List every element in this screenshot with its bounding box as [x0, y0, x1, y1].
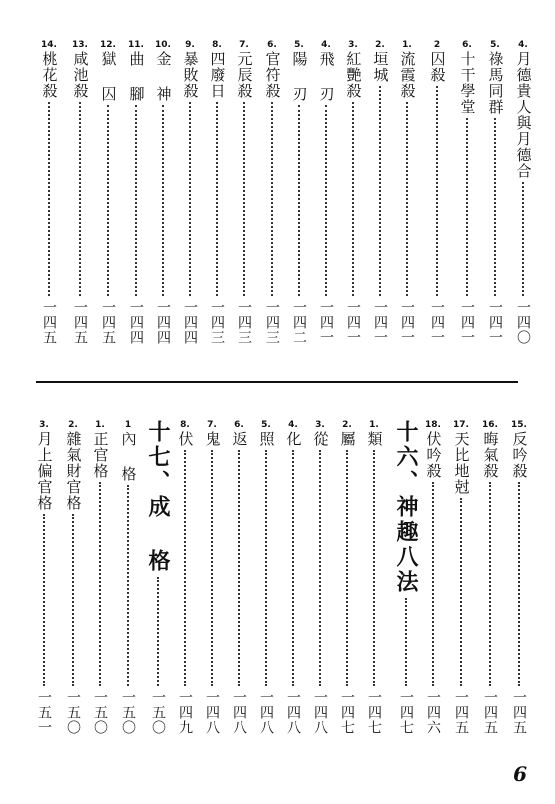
entry-title: 雜氣財官格 — [64, 431, 83, 511]
entry-number: 8. — [180, 420, 190, 430]
toc-entry — [69, 40, 91, 345]
entry-number: 7. — [207, 420, 217, 430]
entry-title: 囚殺 — [428, 51, 447, 83]
entry-number: 16. — [482, 420, 498, 430]
entry-page: 一四五 — [72, 300, 88, 345]
entry-title: 反吟殺 — [510, 431, 529, 479]
entry-page: 一四五 — [100, 300, 116, 345]
dot-leader — [298, 105, 300, 296]
entry-number: 1. — [369, 420, 379, 430]
entry-page: 一四〇 — [515, 300, 531, 345]
toc-entry — [38, 40, 60, 345]
dot-leader — [432, 482, 434, 686]
section-divider — [36, 381, 518, 383]
dot-leader — [379, 86, 381, 296]
dot-leader — [243, 102, 245, 296]
entry-page: 一四三 — [209, 300, 225, 345]
toc-entry — [363, 420, 385, 735]
entry-page: 一四一 — [372, 300, 388, 345]
entry-page: 一五〇 — [120, 690, 136, 735]
dot-leader — [405, 598, 407, 686]
entry-number: 12. — [100, 40, 116, 50]
toc-entry — [426, 40, 448, 345]
entry-title: 陽 刃 — [290, 51, 309, 102]
entry-title: 飛 刃 — [317, 51, 336, 102]
entry-title: 內 格 — [119, 431, 138, 482]
entry-number: 5. — [490, 40, 500, 50]
entry-number: 2. — [342, 420, 352, 430]
dot-leader — [325, 105, 327, 296]
entry-page: 一四八 — [231, 690, 247, 735]
entry-number: 15. — [511, 420, 527, 430]
dot-leader — [238, 450, 240, 686]
entry-title: 祿馬同群 — [486, 51, 505, 115]
dot-leader — [135, 105, 137, 296]
entry-number: 7. — [239, 40, 249, 50]
entry-title: 四廢日 — [208, 51, 227, 99]
dot-leader — [346, 450, 348, 686]
entry-title: 紅艷殺 — [344, 51, 363, 99]
entry-page: 一四八 — [312, 690, 328, 735]
dot-leader — [72, 514, 74, 686]
toc-entry — [369, 40, 391, 345]
entry-number: 2. — [68, 420, 78, 430]
dot-leader — [518, 482, 520, 686]
toc-entry — [342, 40, 364, 345]
entry-title: 垣城 — [371, 51, 390, 83]
toc-entry — [117, 420, 139, 735]
dot-leader — [436, 86, 438, 296]
entry-title: 照 — [257, 431, 276, 447]
dot-leader — [352, 102, 354, 296]
toc-entry — [233, 40, 255, 345]
dot-leader — [319, 450, 321, 686]
entry-number: 6. — [234, 420, 244, 430]
entry-page: 一四四 — [128, 300, 144, 345]
entry-title: 元辰殺 — [235, 51, 254, 99]
entry-page: 一四二 — [291, 300, 307, 345]
toc-entry — [479, 420, 501, 735]
entry-title: 月上偏官格 — [35, 431, 54, 511]
entry-number: 11. — [128, 40, 144, 50]
toc-entry — [512, 40, 534, 345]
toc-entry — [484, 40, 506, 345]
toc-entry — [422, 420, 444, 735]
entry-number: 1. — [95, 420, 105, 430]
toc-entry — [336, 420, 358, 735]
entry-number: 3. — [39, 420, 49, 430]
entry-page: 一四一 — [399, 300, 415, 345]
toc-chapter — [143, 420, 173, 735]
entry-page: 一五〇 — [150, 690, 166, 735]
entry-page: 一四一 — [345, 300, 361, 345]
entry-title: 桃花殺 — [40, 51, 59, 99]
entry-number: 17. — [453, 420, 469, 430]
dot-leader — [265, 450, 267, 686]
entry-title: 晦氣殺 — [481, 431, 500, 479]
entry-title: 化 — [284, 431, 303, 447]
entry-number: 9. — [185, 40, 195, 50]
entry-page: 一四九 — [177, 690, 193, 735]
dot-leader — [494, 118, 496, 296]
toc-entry — [315, 40, 337, 345]
dot-leader — [107, 105, 109, 296]
entry-number: 2. — [375, 40, 385, 50]
entry-page: 一四一 — [487, 300, 503, 345]
entry-title: 伏吟殺 — [424, 431, 443, 479]
entry-title: 類 — [365, 431, 384, 447]
entry-number: 4. — [518, 40, 528, 50]
toc-entry — [174, 420, 196, 735]
toc-entry — [62, 420, 84, 735]
entry-page: 一四三 — [236, 300, 252, 345]
toc-entry — [179, 40, 201, 345]
toc-entry — [288, 40, 310, 345]
dot-leader — [292, 450, 294, 686]
toc-chapter — [391, 420, 421, 735]
entry-page: 一四五 — [482, 690, 498, 735]
entry-page: 一五〇 — [65, 690, 81, 735]
entry-title: 天比地尅 — [452, 431, 471, 495]
dot-leader — [157, 577, 159, 686]
entry-number: 2 — [433, 40, 441, 50]
dot-leader — [271, 102, 273, 296]
toc-entry — [396, 40, 418, 345]
dot-leader — [162, 105, 164, 296]
entry-page: 一四七 — [366, 690, 382, 735]
entry-page: 一五一 — [36, 690, 52, 735]
toc-entry — [97, 40, 119, 345]
dot-leader — [466, 118, 468, 296]
entry-number: 1. — [402, 40, 412, 50]
entry-title: 金 神 — [154, 51, 173, 102]
dot-leader — [99, 482, 101, 686]
entry-title: 月德貴人與月德合 — [514, 51, 533, 179]
toc-entry — [309, 420, 331, 735]
entry-number: 4. — [321, 40, 331, 50]
entry-number: 5. — [261, 420, 271, 430]
dot-leader — [489, 482, 491, 686]
entry-title: 十干學堂 — [458, 51, 477, 115]
entry-number: 14. — [41, 40, 57, 50]
entry-page: 一五〇 — [92, 690, 108, 735]
dot-leader — [522, 182, 524, 296]
entry-page: 一四四 — [155, 300, 171, 345]
entry-page: 一四五 — [453, 690, 469, 735]
toc-entry — [201, 420, 223, 735]
entry-number: 8. — [212, 40, 222, 50]
entry-title: 正官格 — [91, 431, 110, 479]
entry-number: 6. — [462, 40, 472, 50]
entry-title: 暴敗殺 — [181, 51, 200, 99]
entry-title: 流霞殺 — [398, 51, 417, 99]
toc-entry — [152, 40, 174, 345]
dot-leader — [189, 102, 191, 296]
entry-number: 18. — [425, 420, 441, 430]
dot-leader — [48, 102, 50, 296]
toc-upper-section — [0, 40, 555, 360]
dot-leader — [184, 450, 186, 686]
entry-number: 3. — [348, 40, 358, 50]
entry-page: 一四一 — [318, 300, 334, 345]
entry-number: 3. — [315, 420, 325, 430]
dot-leader — [373, 450, 375, 686]
entry-title: 從 — [311, 431, 330, 447]
entry-number: 10. — [155, 40, 171, 50]
entry-title: 咸池殺 — [71, 51, 90, 99]
toc-entry — [33, 420, 55, 735]
toc-entry — [508, 420, 530, 735]
entry-page: 一四三 — [264, 300, 280, 345]
dot-leader — [127, 485, 129, 686]
entry-page: 一四七 — [398, 690, 414, 735]
chapter-title: 十七、成 格 — [145, 420, 171, 574]
entry-page: 一四八 — [285, 690, 301, 735]
toc-entry — [89, 420, 111, 735]
entry-title: 返 — [230, 431, 249, 447]
toc-entry — [450, 420, 472, 735]
dot-leader — [406, 102, 408, 296]
chapter-title: 十六、神趣八法 — [393, 420, 419, 595]
dot-leader — [460, 498, 462, 686]
entry-page: 一四四 — [182, 300, 198, 345]
entry-title: 官符殺 — [263, 51, 282, 99]
dot-leader — [43, 514, 45, 686]
toc-entry — [228, 420, 250, 735]
entry-page: 一四一 — [429, 300, 445, 345]
dot-leader — [211, 450, 213, 686]
toc-entry — [255, 420, 277, 735]
entry-page: 一四五 — [41, 300, 57, 345]
entry-page: 一四六 — [425, 690, 441, 735]
entry-number: 1 — [124, 420, 132, 430]
page-number: 6 — [513, 762, 527, 786]
toc-entry — [261, 40, 283, 345]
dot-leader — [216, 102, 218, 296]
entry-title: 屬 — [338, 431, 357, 447]
entry-title: 鬼 — [203, 431, 222, 447]
entry-page: 一四八 — [204, 690, 220, 735]
entry-page: 一四七 — [339, 690, 355, 735]
entry-number: 4. — [288, 420, 298, 430]
entry-title: 伏 — [176, 431, 195, 447]
entry-number: 13. — [72, 40, 88, 50]
entry-number: 6. — [267, 40, 277, 50]
toc-entry — [206, 40, 228, 345]
toc-entry — [282, 420, 304, 735]
entry-page: 一四八 — [258, 690, 274, 735]
toc-entry — [125, 40, 147, 345]
entry-title: 曲 腳 — [127, 51, 146, 102]
entry-page: 一四五 — [511, 690, 527, 735]
toc-entry — [456, 40, 478, 345]
entry-title: 獄 囚 — [99, 51, 118, 102]
dot-leader — [79, 102, 81, 296]
entry-page: 一四一 — [459, 300, 475, 345]
toc-lower-section — [0, 420, 555, 750]
entry-number: 5. — [294, 40, 304, 50]
